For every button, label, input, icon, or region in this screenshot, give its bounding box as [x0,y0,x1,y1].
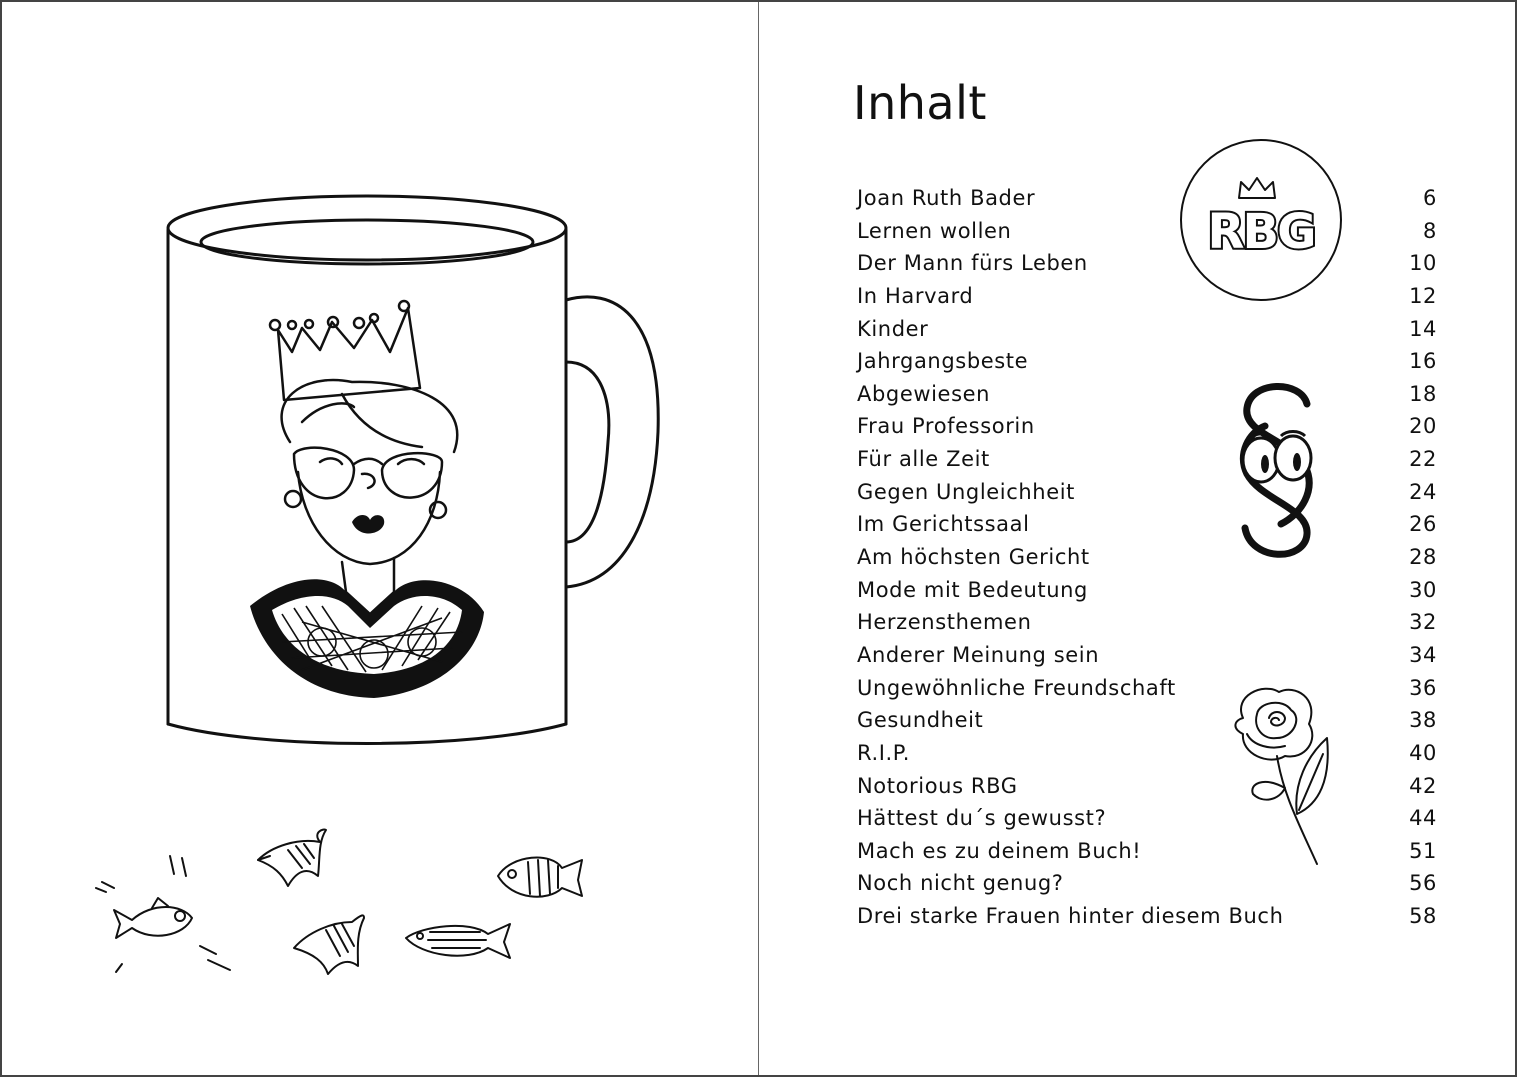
toc-entry-page-number: 14 [1409,316,1437,341]
toc-entry-page-number: 16 [1409,349,1437,374]
toc-entry-page-number: 28 [1409,545,1437,570]
toc-entry[interactable] [857,672,1437,705]
toc-entry[interactable] [857,704,1437,737]
toc-entry-page-number: 18 [1409,381,1437,406]
toc-entry-title: Drei starke Frauen hinter diesem Buch [857,904,1284,929]
toc-entry-title: Kinder [857,316,929,341]
toc-entry[interactable] [857,280,1437,313]
toc-entry-title: Lernen wollen [857,218,1012,243]
toc-entry[interactable] [857,541,1437,574]
toc-entry-title: Frau Professorin [857,414,1035,439]
toc-entry-title: Für alle Zeit [857,447,990,472]
toc-entry[interactable] [857,770,1437,803]
toc-entry[interactable] [857,378,1437,411]
right-page [759,2,1515,1075]
toc-entry-title: Der Mann fürs Leben [857,251,1088,276]
toc-entry-title: Gesundheit [857,708,984,733]
toc-entry[interactable] [857,215,1437,248]
toc-entry[interactable] [857,900,1437,933]
mug-illustration [2,2,758,782]
rose-icon [1223,684,1343,874]
toc-entry-page-number: 56 [1409,871,1437,896]
toc-entry-page-number: 26 [1409,512,1437,537]
toc-entry-page-number: 6 [1423,186,1437,210]
rbg-badge-icon [1177,136,1347,306]
toc-entry-page-number: 36 [1409,675,1437,700]
fish-group [2,802,758,1042]
toc-entry[interactable] [857,835,1437,868]
toc-entry[interactable] [857,574,1437,607]
toc-entry-page-number: 38 [1409,708,1437,733]
toc-entry[interactable] [857,345,1437,378]
toc-entry-page-number: 34 [1409,642,1437,667]
toc-entry-page-number: 32 [1409,610,1437,635]
toc-entry[interactable] [857,247,1437,280]
toc-entry-title: Gegen Ungleichheit [857,479,1075,504]
toc-entry-title: Notorious RBG [857,773,1018,798]
toc-entry-title: Mach es zu deinem Buch! [857,838,1142,863]
toc-entry[interactable] [857,802,1437,835]
portrait-illustration [270,301,457,614]
toc-entry-page-number: 30 [1409,577,1437,602]
toc-entry-page-number: 58 [1409,904,1437,929]
toc-entry[interactable] [857,737,1437,770]
toc-entry[interactable] [857,476,1437,509]
toc-entry[interactable] [857,606,1437,639]
toc-entry-page-number: 40 [1409,740,1437,765]
toc-entry[interactable] [857,508,1437,541]
page-title: Inhalt [853,76,987,130]
toc-entry-page-number: 10 [1409,251,1437,276]
toc-entry[interactable] [857,182,1437,215]
toc-entry-page-number: 24 [1409,479,1437,504]
toc-entry-page-number: 22 [1409,447,1437,472]
toc-entry-title: Abgewiesen [857,381,991,406]
toc-entry-title: Im Gerichtssaal [857,512,1030,537]
toc-entry-title: Joan Ruth Bader [857,186,1036,210]
toc-entry-page-number: 20 [1409,414,1437,439]
toc-entry-page-number: 12 [1409,283,1437,308]
left-page [2,2,758,1075]
toc-entry-title: R.I.P. [857,740,911,765]
toc-entry-title: Herzensthemen [857,610,1032,635]
paragraph-sign-icon [1221,374,1331,574]
toc-entry-page-number: 44 [1409,806,1437,831]
toc-entry[interactable] [857,639,1437,672]
toc-entry[interactable] [857,410,1437,443]
toc-entry-title: Anderer Meinung sein [857,642,1100,667]
toc-entry-title: Jahrgangsbeste [857,349,1029,374]
toc-entry-page-number: 42 [1409,773,1437,798]
toc-entry-title: In Harvard [857,283,974,308]
toc-entry-title: Am höchsten Gericht [857,545,1090,570]
toc-entry-title: Hättest du´s gewusst? [857,806,1107,831]
toc-list [857,182,1437,933]
toc-entry[interactable] [857,443,1437,476]
badge-text: RBG [1207,204,1315,260]
toc-entry-title: Mode mit Bedeutung [857,577,1088,602]
toc-entry[interactable] [857,313,1437,346]
toc-entry[interactable] [857,867,1437,900]
toc-entry-page-number: 51 [1409,838,1437,863]
toc-entry-title: Ungewöhnliche Freundschaft [857,675,1176,700]
toc-entry-title: Noch nicht genug? [857,871,1064,896]
toc-entry-page-number: 8 [1423,218,1437,243]
